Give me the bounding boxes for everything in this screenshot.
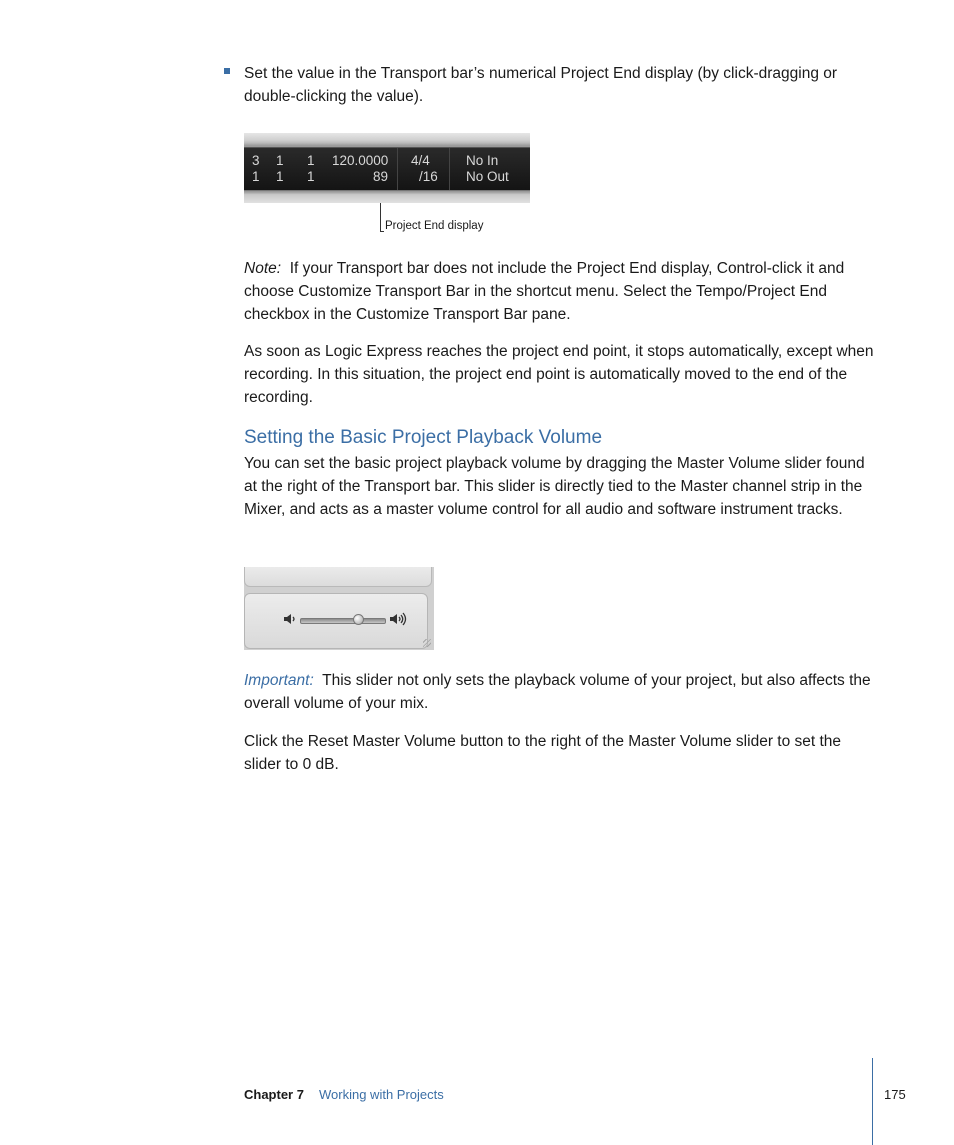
- upper-pane: [244, 567, 432, 587]
- note-text: If your Transport bar does not include the Project End display, Control-click it and choose Customize Transport Bar in the shortcut menu. Select the Tempo/Project End checkbox in the Customize Transport Bar pane.: [244, 260, 845, 323]
- project-end-paragraph: As soon as Logic Express reaches the project end point, it stops automatically, except when recording. In this situation, the project end point is automatically moved to the end of the recording.: [244, 343, 874, 406]
- speaker-low-icon: [282, 611, 300, 627]
- important-label: Important:: [244, 672, 314, 689]
- master-volume-screenshot: [244, 567, 434, 650]
- important-paragraph: [244, 669, 876, 715]
- important-text: This slider not only sets the playback volume of your project, but also affects the overall volume of your mix.: [244, 672, 871, 712]
- master-volume-track[interactable]: [300, 618, 386, 624]
- bullet-paragraph: Set the value in the Transport bar’s numerical Project End display (by click-dragging or double-clicking the value).: [244, 65, 838, 105]
- reset-paragraph: Click the Reset Master Volume button to the right of the Master Volume slider to set the slider to 0 dB.: [244, 733, 842, 773]
- speaker-high-icon: [388, 610, 408, 628]
- resize-grip-icon[interactable]: [423, 639, 431, 647]
- section-heading: Setting the Basic Project Playback Volume: [244, 427, 603, 448]
- transport-display: [244, 147, 530, 191]
- callout-line: [380, 203, 381, 231]
- time-signature[interactable]: 4/4: [411, 153, 430, 168]
- volume-paragraph: You can set the basic project playback volume by dragging the Master Volume slider found at the right of the Transport bar. This slider is directly tied to the Master channel strip in the Mixer, and acts as a master volume control for all audio and software instrument tracks.: [244, 455, 865, 518]
- note-label: Note:: [244, 260, 282, 277]
- cycle-in[interactable]: No In: [466, 153, 499, 168]
- position-beat: 1: [276, 153, 284, 168]
- transport-bar-screenshot: [244, 133, 530, 203]
- callout-tick: [380, 231, 384, 232]
- project-end-value[interactable]: 89: [373, 169, 389, 184]
- position-bar-2: 1: [252, 169, 260, 184]
- page-number: 175: [884, 1087, 906, 1102]
- position-bar: 3: [252, 153, 260, 168]
- position-beat-2: 1: [276, 169, 284, 184]
- division-value[interactable]: /16: [419, 169, 438, 184]
- footer-rule: [872, 1058, 873, 1145]
- cycle-out[interactable]: No Out: [466, 169, 509, 184]
- callout-label: Project End display: [385, 220, 484, 232]
- footer-title: Working with Projects: [319, 1087, 444, 1102]
- footer-chapter: Chapter 7: [244, 1087, 304, 1102]
- position-division-2: 1: [307, 169, 315, 184]
- tempo-value[interactable]: 120.0000: [332, 153, 389, 168]
- bullet-marker: [224, 68, 230, 74]
- note-paragraph: [244, 257, 876, 326]
- position-division: 1: [307, 153, 315, 168]
